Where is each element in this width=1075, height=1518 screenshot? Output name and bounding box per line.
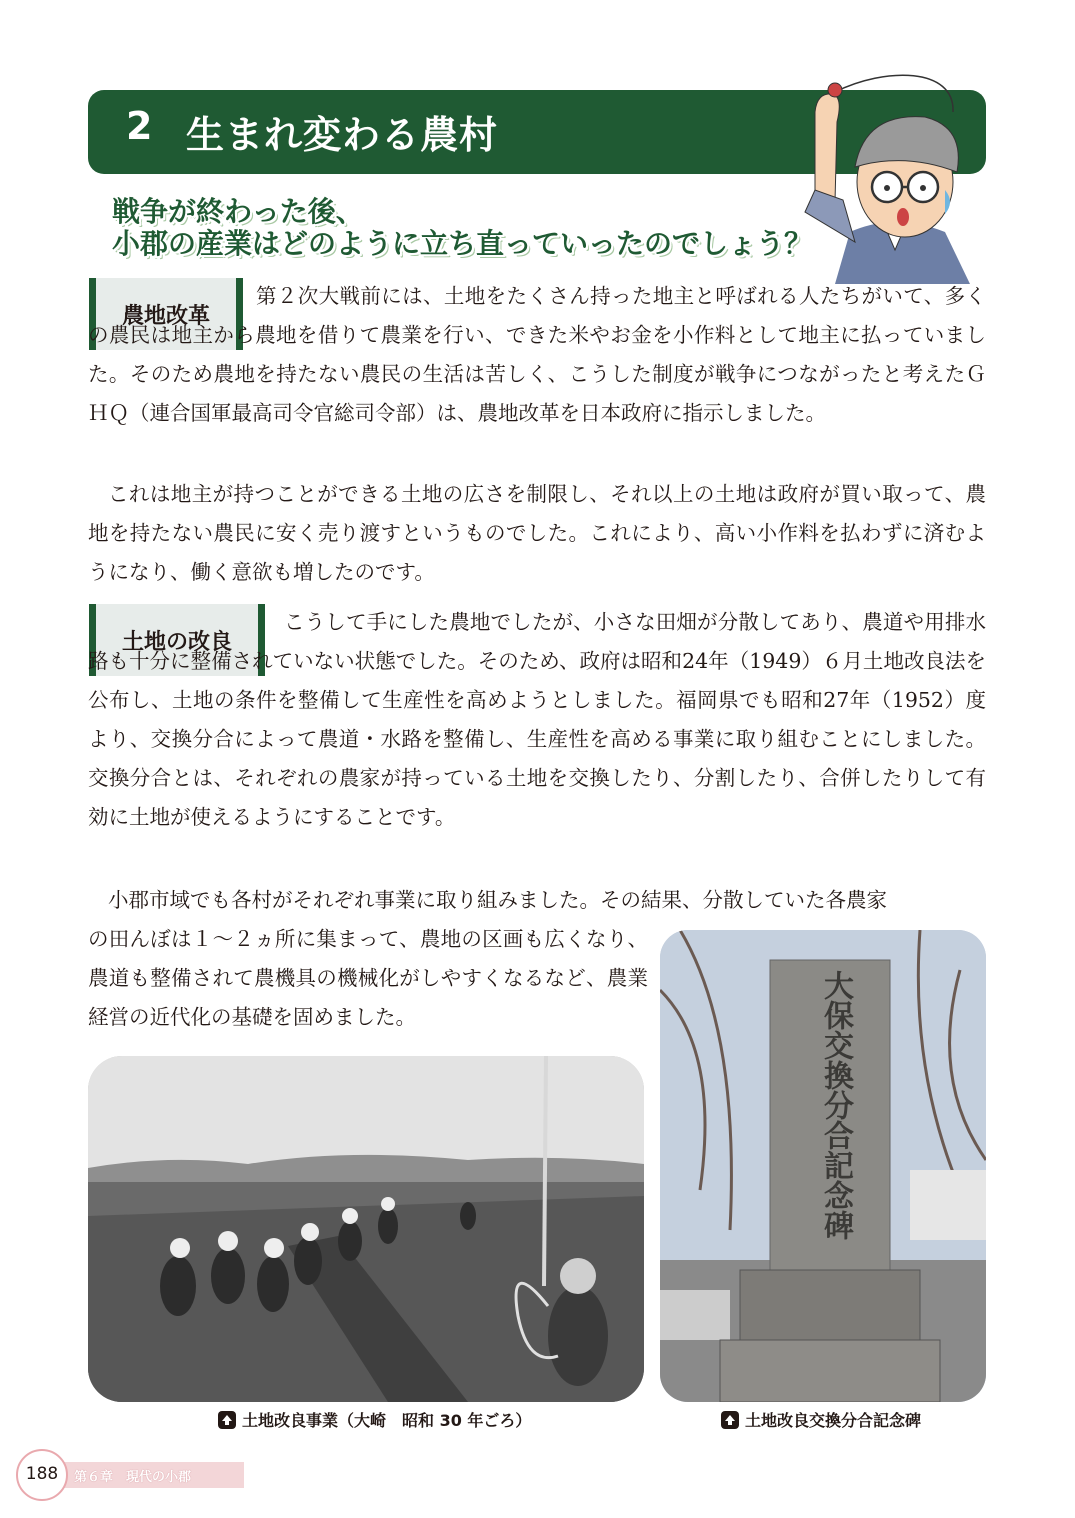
photo-caption-right <box>721 1408 921 1431</box>
arrow-up-icon <box>721 1411 739 1429</box>
question-line-1: 戦争が終わった後、 <box>112 195 364 228</box>
body-paragraph: 第２次大戦前には、土地をたくさん持った地主と呼ばれる人たちがいて、多くの農民は地主から農地を借りて農業を行い、できた米やお金を小作料として地主に払っていました。そのため農地を持たない農民の生活は苦しく、こうした制度が戦争につながったと考えたＧＨＱ（連合国軍最高司令官総司令部）は、農地改革を日本政府に指示しました。 <box>88 284 986 425</box>
label-land-improvement: 土地の改良 <box>89 604 265 676</box>
chapter-label: 第６章 現代の小郡 <box>74 1470 192 1485</box>
body-paragraph: これは地主が持つことができる土地の広さを制限し、それ以上の土地は政府が買い取って、農地を持たない農民に安く売り渡すというものでした。これにより、高い小作料を払わずに済むようになり、働く意欲も増したのです。 <box>88 482 986 584</box>
guiding-question <box>112 196 812 260</box>
arrow-up-icon <box>218 1411 236 1429</box>
photo-memorial-monument <box>660 930 986 1402</box>
section-title: 生まれ変わる農村 <box>186 113 499 157</box>
body-paragraph: の田んぼは１～２ヵ所に集まって、農地の区画も広くなり、農道も整備されて農機具の機械化がしやすくなるなど、農業経営の近代化の基礎を固めました。 <box>88 927 648 1029</box>
body-paragraph: 小郡市域でも各村がそれぞれ事業に取り組みました。その結果、分散していた各農家 <box>108 888 887 912</box>
caption-text: 土地改良交換分合記念碑 <box>745 1411 922 1430</box>
photo-land-improvement-work <box>88 1056 644 1402</box>
monument-inscription: 大保交換分合記念碑 <box>818 970 853 1240</box>
body-paragraph: こうして手にした農地でしたが、小さな田畑が分散してあり、農道や用排水路も十分に整備されていない状態でした。そのため、政府は昭和24年（1949）６月土地改良法を公布し、土地の条件を整備して生産性を高めようとしました。福岡県でも昭和27年（1952）度より、交換分合によって農道・水路を整備し、生産性を高める事業に取り組むことにしました。交換分合とは、それぞれの農家が持っている土地を交換したり、分割したり、合併したりして有効に土地が使えるようにすることです。 <box>88 610 986 829</box>
section-number: 2 <box>126 104 153 148</box>
caption-text: 土地改良事業（大崎 昭和 30 年ごろ） <box>242 1411 532 1430</box>
mascot-illustration <box>795 72 995 284</box>
photo-caption-left <box>218 1408 531 1431</box>
question-line-2: 小郡の産業はどのように立ち直っていったのでしょう？ <box>112 227 813 260</box>
label-land-reform: 農地改革 <box>89 278 243 350</box>
page-number: 188 <box>25 1464 59 1484</box>
